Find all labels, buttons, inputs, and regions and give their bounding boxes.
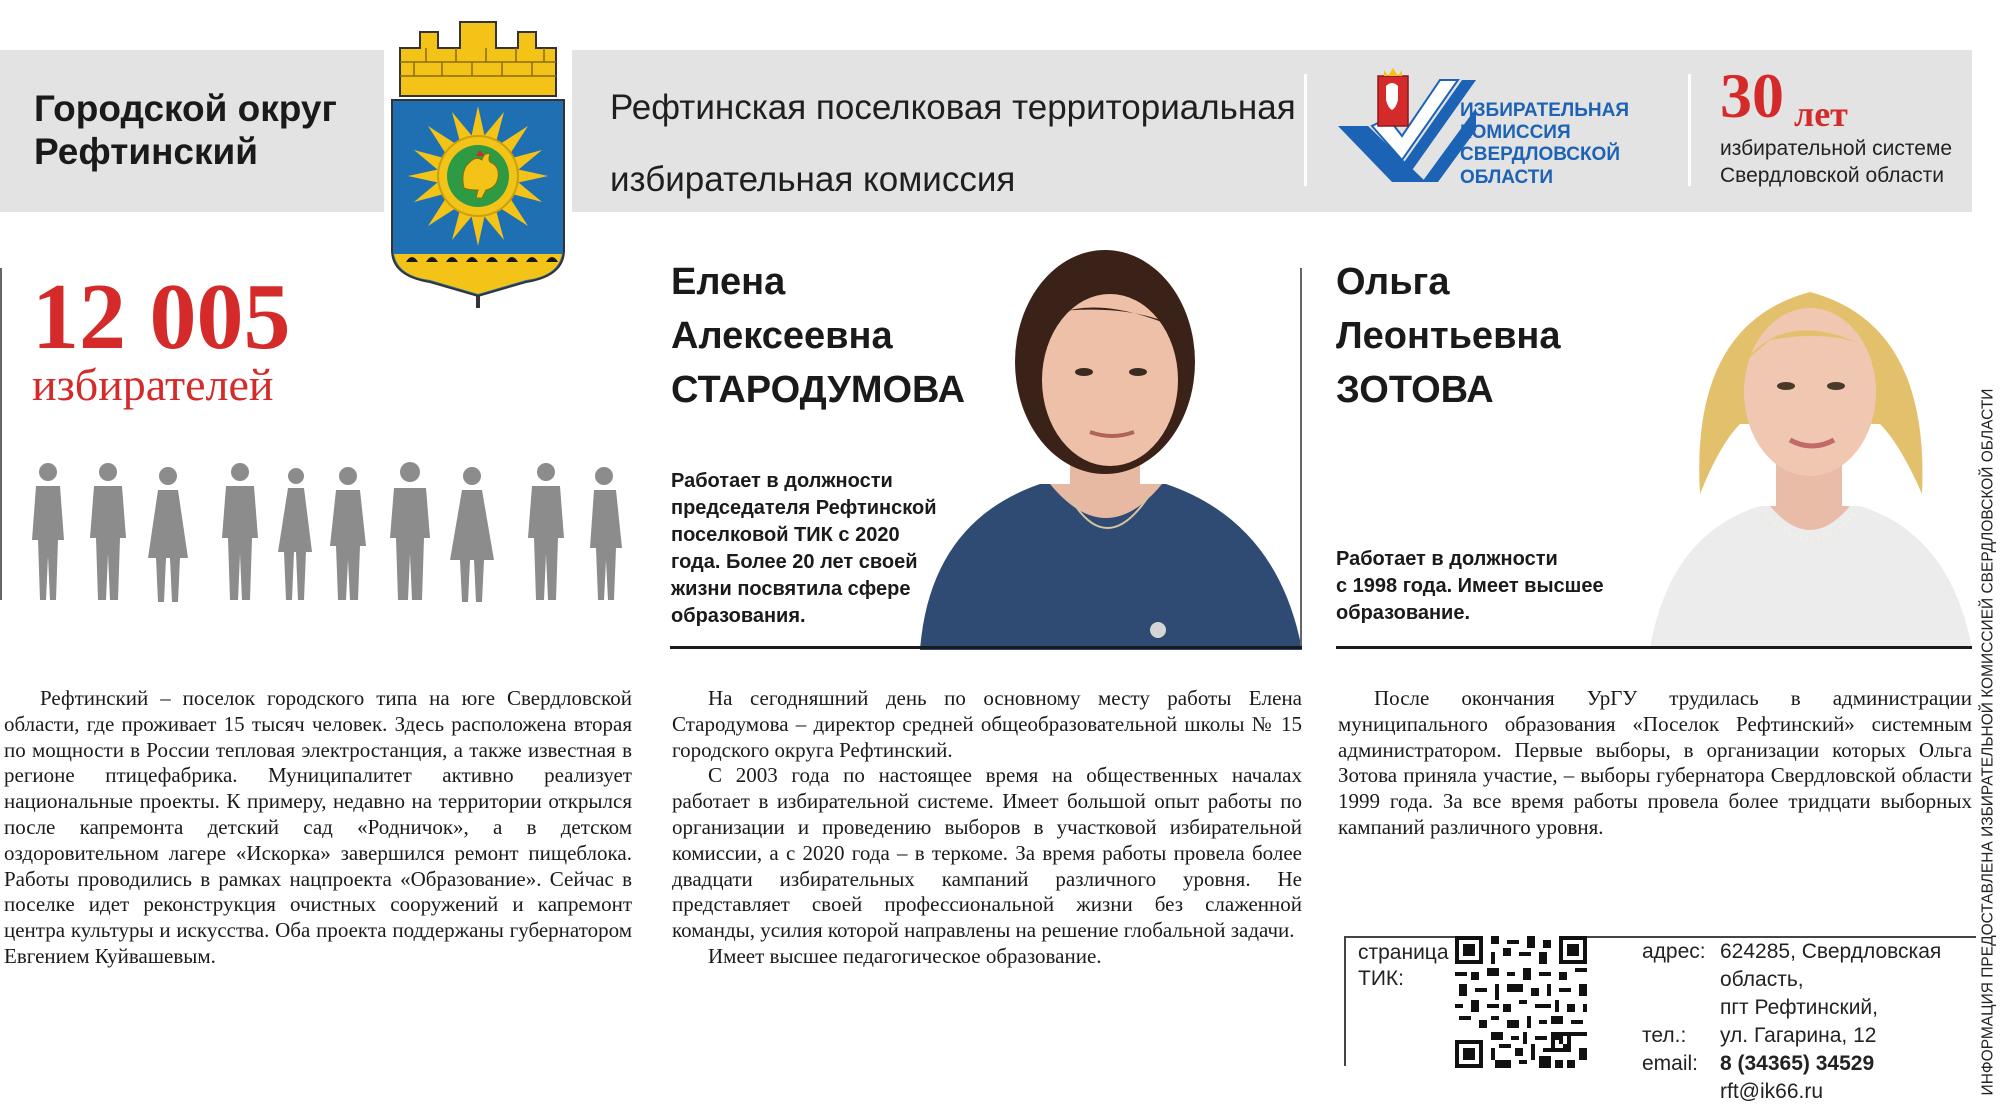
anniversary-number: 30 (1720, 60, 1784, 131)
voters-count: 12 005 (32, 265, 291, 369)
address-line: ул. Гагарина, 12 (1720, 1024, 1877, 1047)
header-divider (1688, 74, 1691, 186)
election-commission-logo-icon (1338, 64, 1476, 184)
commission-title: Рефтинская поселковая территориальная избирательная комиссия (610, 88, 1296, 199)
anniversary-description: избирательной системе Свердловской области (1720, 137, 1953, 187)
column-3-text: После окончания УрГУ трудилась в администрации муниципального образования «Поселок Рефтинский» системным администратором. Первые выборы, в организации которых Ольга Зотова приняла участие, – выборы губернатора Свердловской области 1999 года. За все время работы провела более тридцати выборных кампаний различного уровня. (1338, 686, 1972, 839)
person-1-photo (900, 222, 1302, 650)
email-link[interactable]: rft@ik66.ru (1720, 1080, 1824, 1103)
qr-label: страница ТИК: (1358, 941, 1449, 990)
person-2-photo (1640, 244, 1972, 648)
column-1-text: Рефтинский – поселок городского типа на юге Свердловской области, где проживает 15 тысяч человек. Здесь расположена вторая по мощности в России тепловая электростанция, а также известная в регионе птицефабрика. Муниципалитет активно реализует национальные проекты. К примеру, недавно на территории открылся после капремонта детский сад «Родничок», а в детском оздоровительном лагере «Искорка» завершился ремонт пищеблока. Работы проводились в рамках нацпроекта «Образование». Сейчас в поселке идет реконструкция очистных сооружений и капремонт центра культуры и искусства. Оба проекта поддержаны губернатором Евгением Куйвашевым. (4, 686, 632, 968)
person-1-name: Елена Алексеевна СТАРОДУМОВА (671, 261, 966, 411)
person-1-role: Работает в должности председателя Рефтинской поселковой ТИК с 2020 года. Более 20 лет своей жизни посвятила сфере образования. (671, 470, 937, 627)
section-rule (670, 646, 1302, 649)
section-rule (1336, 646, 1972, 649)
column-rule (1300, 268, 1302, 648)
coat-of-arms-icon (386, 18, 570, 308)
column-rule (0, 268, 2, 600)
address-line: пгт Рефтинский, (1720, 996, 1878, 1019)
district-title: Городской округ Рефтинский (34, 88, 337, 172)
header-divider (1304, 74, 1307, 186)
people-silhouettes-icon (22, 462, 632, 602)
phone-number[interactable]: 8 (34365) 34529 (1720, 1052, 1875, 1075)
election-commission-logo-text: ИЗБИРАТЕЛЬНАЯ КОМИССИЯ СВЕРДЛОВСКОЙ ОБЛАСТИ (1460, 100, 1630, 188)
voters-label: избирателей (32, 359, 274, 410)
contact-values (1720, 938, 2000, 1106)
anniversary-word: лет (1794, 94, 1848, 134)
person-2-role: Работает в должности с 1998 года. Имеет высшее образование. (1336, 548, 1604, 624)
qr-code-icon[interactable] (1453, 936, 1589, 1068)
address-line: 624285, Свердловская область, (1720, 940, 1942, 991)
column-2-text: На сегодняшний день по основному месту работы Елена Стародумова – директор средней общеобразовательной школы № 15 городского округа Рефтинский. С 2003 года по настоящее время на общественных началах работает в избирательной системе. Имеет большой опыт работы по организации и проведению выборов в участковой избирательной комиссии, а с 2020 года – в теркоме. За время работы провела более двадцати избирательных кампаний различного уровня. Не представляет своей профессиональной жизни без слаженной команды, усилия которой направлены на решение глобальной задачи. Имеет высшее педагогическое образование. (672, 686, 1302, 968)
side-note: ИНФОРМАЦИЯ ПРЕДОСТАВЛЕНА ИЗБИРАТЕЛЬНОЙ КОМИССИЕЙ СВЕРДЛОВСКОЙ ОБЛАСТИ (1979, 388, 1997, 1096)
contact-labels: адрес: тел.: email: (1642, 940, 1706, 1075)
person-2-name: Ольга Леонтьевна ЗОТОВА (1336, 261, 1561, 411)
